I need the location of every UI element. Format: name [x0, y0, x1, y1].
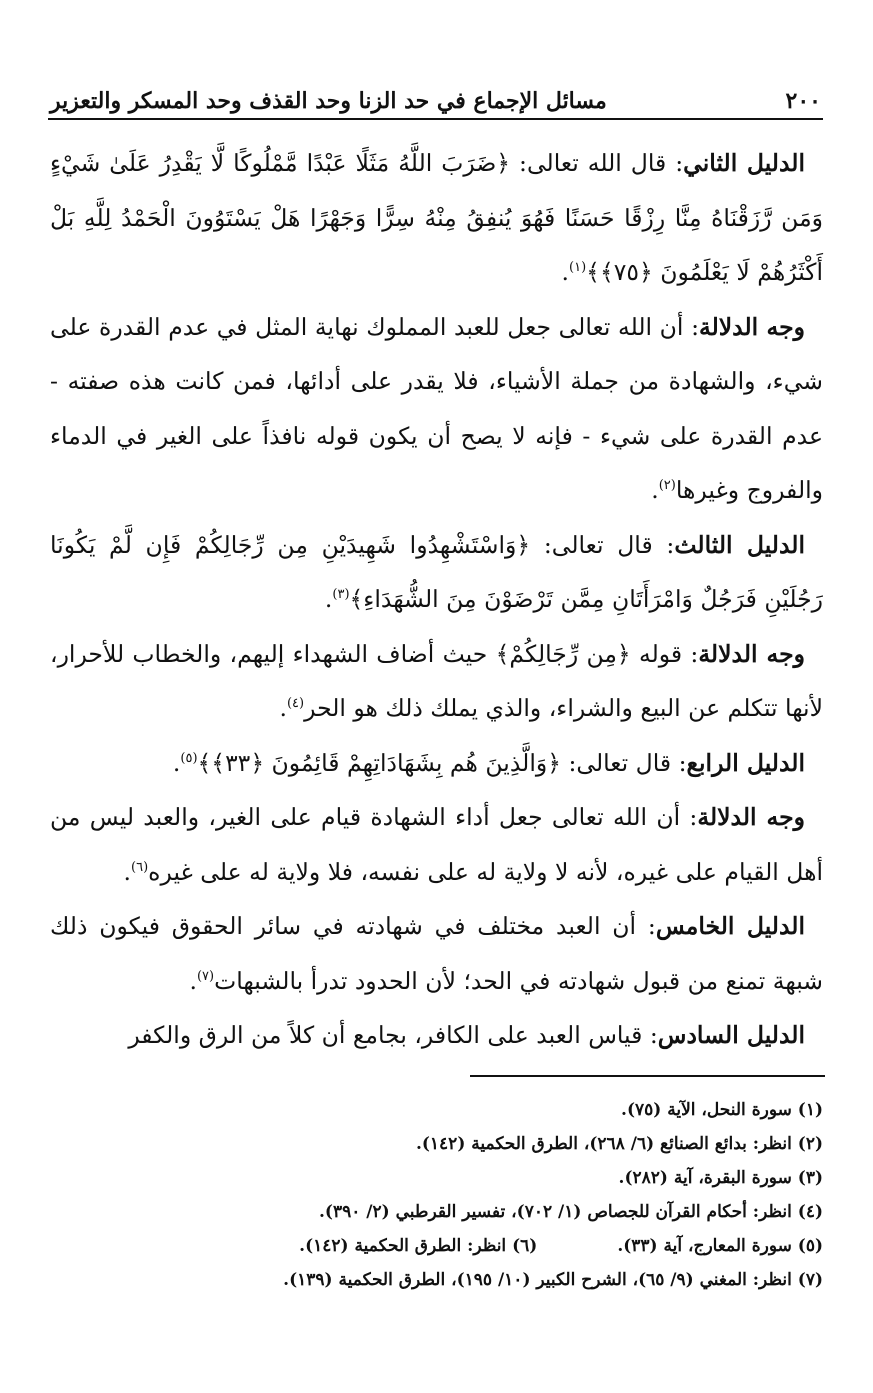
punctuation: .: [651, 476, 659, 504]
paragraph-heading: وجه الدلالة: [697, 803, 806, 831]
page-number: ٢٠٠: [785, 88, 821, 114]
paragraph-indication-3: [50, 790, 823, 899]
punctuation: .: [279, 694, 287, 722]
paragraph-indication-2: [50, 627, 823, 736]
paragraph-text: حيث أضاف الشهداء إليهم، والخطاب للأحرار، لأنها تتكلم عن البيع والشراء، والذي يملك ذلك هو الحر: [50, 639, 823, 722]
running-title: مسائل الإجماع في حد الزنا وحد القذف وحد المسكر والتعزير: [50, 88, 607, 114]
paragraph-text: : أن العبد مختلف في شهادته في سائر الحقوق فيكون ذلك شبهة تمنع من قبول شهادته في الحد؛ لأن الحدود تدرأ بالشبهات: [50, 912, 823, 995]
footnote-ref: (٥): [180, 750, 198, 766]
paragraph-heading: الدليل الخامس: [655, 912, 805, 940]
punctuation: .: [561, 258, 570, 286]
paragraph-evidence-6: [50, 1008, 823, 1063]
paragraph-heading: الدليل الرابع: [686, 748, 805, 777]
paragraph-heading: الدليل الثاني: [683, 149, 805, 177]
paragraph-heading: الدليل السادس: [657, 1021, 805, 1049]
paragraph-heading: وجه الدلالة: [699, 312, 805, 341]
footnote-3: (٣) سورة البقرة، آية (٢٨٢).: [618, 1168, 823, 1188]
paragraph-evidence-2: [50, 136, 823, 300]
paragraph-heading: الدليل الثالث: [674, 530, 805, 559]
footnote-5: (٥) سورة المعارج، آية (٣٣).: [617, 1236, 823, 1256]
paragraph-evidence-4: [50, 736, 823, 791]
footnote-rule: [470, 1075, 825, 1077]
paragraph-heading: وجه الدلالة: [698, 639, 805, 668]
footnote-6: (٦) انظر: الطرق الحكمية (١٤٢).: [299, 1236, 538, 1256]
paragraph-text: : قياس العبد على الكافر، بجامع أن كلاً من الرق والكفر: [128, 1021, 658, 1049]
paragraph-evidence-5: [50, 899, 823, 1008]
footnote-ref: (٢): [658, 478, 676, 494]
footnote-2: (٢) انظر: بدائع الصنائع (٦/ ٢٦٨)، الطرق الحكمية (١٤٢).: [415, 1134, 823, 1154]
footnote-ref: (٧): [196, 968, 215, 984]
quran-verse: ﴿مِن رِّجَالِكُمْ﴾: [495, 639, 631, 668]
header-rule: [48, 118, 823, 120]
paragraph-text: : قال تعالى:: [530, 530, 675, 559]
paragraph-indication-1: [50, 300, 823, 518]
paragraph-evidence-3: [50, 518, 823, 627]
footnote-ref: (٣): [332, 587, 350, 603]
footnote-pair: [60, 1229, 823, 1263]
footnote-4: (٤) انظر: أحكام القرآن للجصاص (١/ ٧٠٢)، تفسير القرطبي (٢/ ٣٩٠).: [319, 1202, 823, 1222]
quran-verse: ﴿وَاسْتَشْهِدُوا شَهِيدَيْنِ مِن رِّجَالِكُمْ فَإِن لَّمْ يَكُونَا رَجُلَيْنِ فَرَجُلٌ وَامْرَأَتَانِ مِمَّن تَرْضَوْنَ مِنَ الشُّهَدَاءِ﴾: [50, 530, 823, 613]
punctuation: .: [172, 748, 181, 777]
quran-verse: ﴿ضَرَبَ اللَّهُ مَثَلًا عَبْدًا مَّمْلُوكًا لَّا يَقْدِرُ عَلَىٰ شَيْءٍ وَمَن رَّزَقْنَاهُ مِنَّا رِزْقًا حَسَنًا فَهُوَ يُنفِقُ مِنْهُ سِرًّا وَجَهْرًا هَلْ يَسْتَوُونَ الْحَمْدُ لِلَّهِ بَلْ أَكْثَرُهُمْ لَا يَعْلَمُونَ ﴿٧٥﴾﴾: [50, 149, 823, 286]
paragraph-text: : أن الله تعالى جعل أداء الشهادة قيام على الغير، والعبد ليس من أهل القيام على غيره، لأنه لا ولاية له على نفسه، فلا ولاية له على غيره: [50, 803, 823, 886]
footnote-ref: (٤): [286, 696, 305, 712]
quran-verse: ﴿وَالَّذِينَ هُم بِشَهَادَاتِهِمْ قَائِمُونَ ﴿٣٣﴾﴾: [197, 748, 561, 777]
footnotes: [60, 1093, 823, 1297]
page-header: [50, 80, 821, 114]
main-text: [50, 136, 823, 1063]
paragraph-text: : قوله: [630, 639, 699, 668]
paragraph-text: : قال تعالى:: [561, 748, 687, 777]
punctuation: .: [324, 585, 333, 613]
punctuation: .: [123, 857, 132, 886]
footnote-ref: (٦): [131, 859, 149, 875]
footnote-1: (١) سورة النحل، الآية (٧٥).: [621, 1100, 823, 1120]
footnote-ref: (١): [569, 260, 587, 276]
paragraph-text: : قال الله تعالى:: [510, 149, 684, 177]
punctuation: .: [189, 966, 197, 995]
paragraph-text: : أن الله تعالى جعل للعبد المملوك نهاية المثل في عدم القدرة على شيء، والشهادة من جملة الأشياء، فلا يقدر على أدائها، فمن كانت هذه صفته - عدم القدرة على شيء - فإنه لا يصح أن يكون قوله نافذاً على الغير في الدماء والفروج وغيرها: [50, 312, 823, 504]
footnote-7: (٧) انظر: المغني (٩/ ٦٥)، الشرح الكبير (١٠/ ١٩٥)، الطرق الحكمية (١٣٩).: [283, 1270, 823, 1290]
